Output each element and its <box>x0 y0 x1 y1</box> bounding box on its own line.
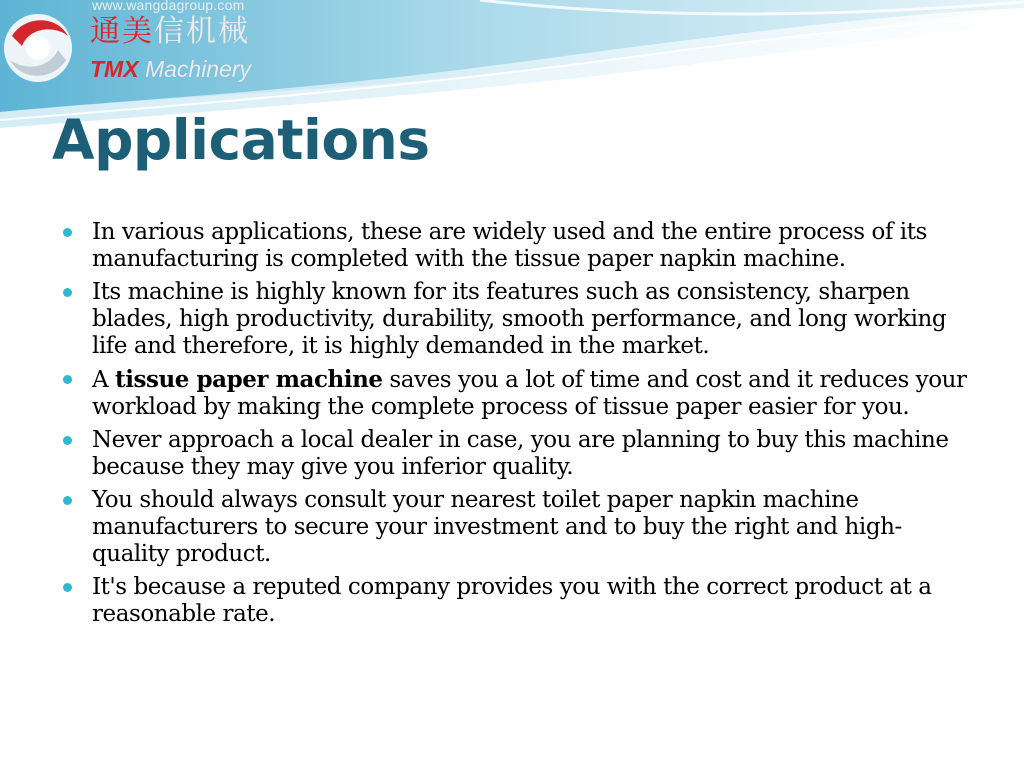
bullet-text: You should always consult your nearest toilet paper napkin machine manufacturers to secure your investment and to buy the right and high-quality product. <box>92 487 902 567</box>
bullet-dot <box>63 583 72 592</box>
bullet-item <box>62 574 974 628</box>
logo-chinese-red: 通美 <box>90 14 154 49</box>
slide-title: Applications <box>52 108 430 172</box>
bullet-item <box>62 279 974 360</box>
logo-website: www.wangdagroup.com <box>92 0 245 13</box>
logo-brand: TMX <box>90 56 139 82</box>
bullet-list <box>62 219 974 634</box>
company-logo <box>0 0 300 90</box>
bullet-text-prefix: A <box>92 367 116 393</box>
swirl-logo-icon <box>0 6 80 86</box>
bullet-dot <box>63 228 72 237</box>
bullet-dot <box>63 436 72 445</box>
bullet-item <box>62 487 974 568</box>
bullet-dot <box>63 375 72 384</box>
bullet-item <box>62 366 974 421</box>
bullet-dot <box>63 288 72 297</box>
bullet-item <box>62 219 974 273</box>
bullet-text: It's because a reputed company provides you with the correct product at a reasonable rate. <box>92 574 932 627</box>
bullet-item <box>62 427 974 481</box>
bullet-dot <box>63 496 72 505</box>
bullet-bold-keyword: tissue paper machine <box>115 366 383 393</box>
bullet-text: Its machine is highly known for its features such as consistency, sharpen blades, high productivity, durability, smooth performance, and long working life and therefore, it is highly demanded in the market. <box>92 279 947 359</box>
logo-chinese-rest: 信机械 <box>154 14 250 49</box>
bullet-text: In various applications, these are widely used and the entire process of its manufacturing is completed with the tissue paper napkin machine. <box>92 219 927 272</box>
bullet-text: Never approach a local dealer in case, you are planning to buy this machine because they may give you inferior quality. <box>92 427 949 480</box>
logo-chinese-name <box>90 14 250 50</box>
bullet-text-suffix: saves you a lot of time and cost and it reduces your workload by making the complete process of tissue paper easier for you. <box>92 367 967 420</box>
logo-english-name <box>90 56 251 82</box>
logo-brand-suffix: Machinery <box>144 56 252 82</box>
